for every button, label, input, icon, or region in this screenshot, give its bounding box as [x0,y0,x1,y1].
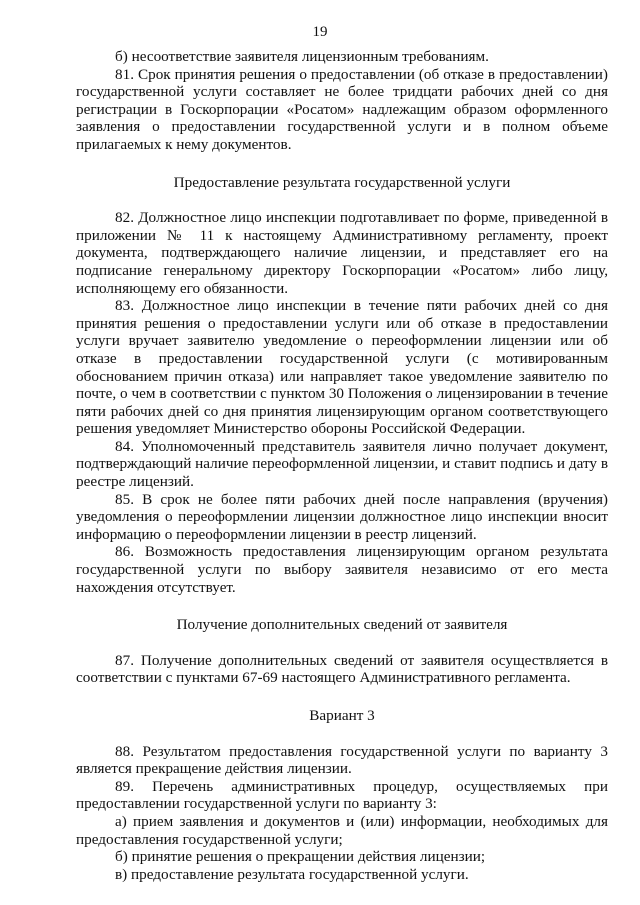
paragraph-86: 86. Возможность предоставления лицензирующим органом результата государственной услуги по выбору заявителя независимо от его места нахождения отсутствует. [76,543,608,596]
paragraph-81: 81. Срок принятия решения о предоставлении (об отказе в предоставлении) государственной услуги составляет не более тридцати рабочих дней со дня регистрации в Госкорпорации «Росатом» надлежащим образом оформленного заявления о предоставлении государственной услуги и в полном объеме прилагаемых к нему документов. [76,65,608,153]
section-heading-result: Предоставление результата государственной услуги [173,173,511,191]
paragraph-84: 84. Уполномоченный представитель заявителя лично получает документ, подтверждающий наличие переоформленной лицензии, и ставит подпись и дату в реестре лицензий. [76,437,608,491]
document-body [76,48,608,883]
paragraph-85: 85. В срок не более пяти рабочих дней после направления (вручения) уведомления о переоформлении лицензии должностное лицо инспекции вносит информацию о переоформлении лицензии в реестр лицензий. [76,490,608,543]
list-item-89a: а) прием заявления и документов и (или) информации, необходимых для предоставления государственной услуги; [76,812,608,848]
list-item-89b: б) принятие решения о прекращении действия лицензии; [115,848,486,866]
paragraph-89: 89. Перечень административных процедур, осуществляемых при предоставлении государственной услуги по варианту 3: [76,777,608,813]
section-heading-variant-3: Вариант 3 [309,707,375,724]
paragraph-88: 88. Результатом предоставления государственной услуги по варианту 3 является прекращение действия лицензии. [76,742,608,778]
list-item-89c: в) предоставление результата государственной услуги. [115,865,469,883]
page-number: 19 [312,24,328,40]
paragraph-87: 87. Получение дополнительных сведений от заявителя осуществляется в соответствии с пунктами 67-69 настоящего Административного регламента. [76,651,608,687]
paragraph-83: 83. Должностное лицо инспекции в течение пяти рабочих дней со дня принятия решения о предоставлении услуги или об отказе в предоставлении услуги вручает заявителю уведомление о переоформлении лицензии или об отказе в предоставлении государственной услуги (с мотивированным обоснованием причин отказа) или направляет такое уведомление заявителю по почте, о чем в соответствии с пунктом 30 Положения о лицензировании в течение пяти рабочих дней со дня принятия лицензирующим органом соответствующего решения уведомляет Министерство обороны Российской Федерации. [76,297,608,438]
section-heading-additional-info: Получение дополнительных сведений от заявителя [176,616,508,634]
paragraph-82: 82. Должностное лицо инспекции подготавливает по форме, приведенной в приложении № 11 к настоящему Административному регламенту, проект документа, подтверждающего наличие лицензии, и представляет его на подписание генеральному директору Госкорпорации «Росатом» либо лицу, исполняющему его обязанности. [76,209,608,297]
paragraph-80b: б) несоответствие заявителя лицензионным требованиям. [115,48,489,65]
